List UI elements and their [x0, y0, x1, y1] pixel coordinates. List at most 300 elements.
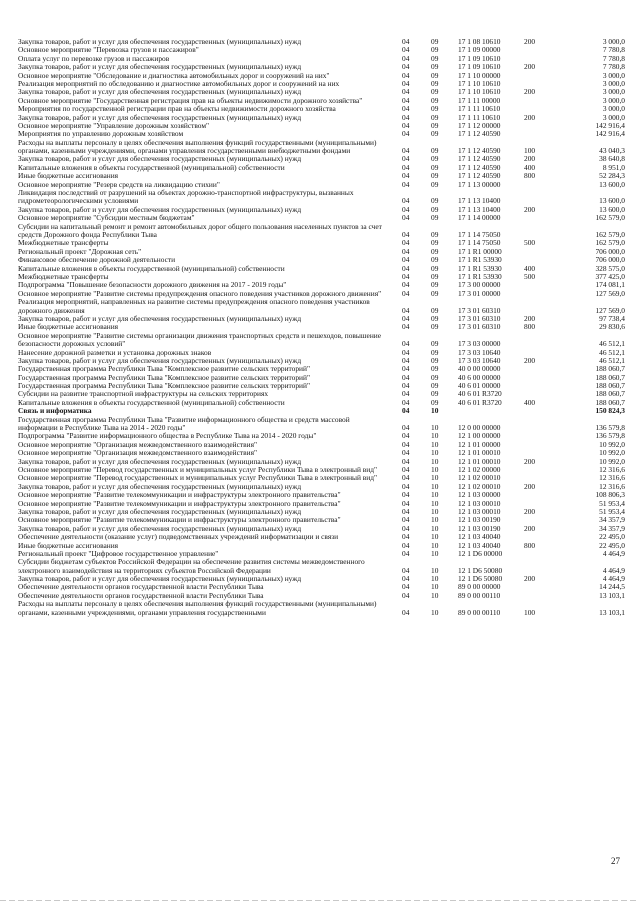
row-target-article: 17 1 12 40590 [458, 171, 501, 181]
row-subsection-code: 10 [431, 456, 439, 466]
row-subsection-code: 09 [431, 204, 439, 214]
row-subsection-code: 10 [431, 498, 439, 508]
row-amount: 7 780,8 [602, 62, 625, 72]
row-section-code: 04 [402, 423, 410, 433]
row-target-article: 17 1 12 00000 [458, 120, 501, 130]
row-target-article: 17 1 12 40590 [458, 162, 501, 172]
row-section-code: 04 [402, 565, 410, 575]
row-name: Капитальные вложения в объекты государственной (муниципальной) собственности [18, 397, 285, 407]
row-section-code: 04 [402, 204, 410, 214]
row-section-code: 04 [402, 45, 410, 55]
row-name: Основное мероприятие "Организация межведомственного взаимодействия" [18, 439, 258, 449]
row-amount: 38 640,8 [599, 154, 625, 164]
row-name: Реализация мероприятий, направленных на развитие системы предупреждения опасного поведения участников дорожного движения [18, 297, 370, 315]
row-subsection-code: 10 [431, 532, 439, 542]
row-subsection-code: 09 [431, 238, 439, 248]
row-name: Закупка товаров, работ и услуг для обеспечения государственных (муниципальных) нужд [18, 523, 302, 533]
row-amount: 3 000,0 [602, 87, 625, 97]
row-target-article: 17 1 13 10400 [458, 196, 501, 206]
row-section-code: 04 [402, 490, 410, 500]
row-target-article: 17 1 11 10610 [458, 112, 501, 122]
row-target-article: 17 1 12 40590 [458, 129, 501, 139]
row-subsection-code: 10 [431, 574, 439, 584]
row-name: Основное мероприятие "Развитие телекоммуникации и инфраструктуры электронного правительства" [18, 490, 341, 500]
row-name: Закупка товаров, работ и услуг для обеспечения государственных (муниципальных) нужд [18, 313, 302, 323]
row-name: Закупка товаров, работ и услуг для обеспечения государственных (муниципальных) нужд [18, 36, 302, 46]
row-name: Закупка товаров, работ и услуг для обеспечения государственных (муниципальных) нужд [18, 112, 302, 122]
row-section-code: 04 [402, 171, 410, 181]
row-amount: 14 244,5 [599, 582, 625, 592]
row-section-code: 04 [402, 146, 410, 156]
row-expense-type: 100 [524, 607, 536, 617]
row-name: Нанесение дорожной разметки и установка дорожных знаков [18, 347, 212, 357]
row-subsection-code: 10 [431, 431, 439, 441]
row-name: Ликвидация последствий от разрушений на объектах дорожно-транспортной инфраструктуры, вызванных гидрометеорологическими условиями [18, 188, 354, 206]
row-amount: 4 464,9 [602, 574, 625, 584]
row-name: Основное мероприятие "Перевозка грузов и пассажиров" [18, 45, 199, 55]
page-bottom-edge [0, 900, 639, 901]
row-name: Оплата услуг по перевозке грузов и пассажиров [18, 53, 170, 63]
row-expense-type: 100 [524, 146, 536, 156]
row-target-article: 12 1 D6 50080 [458, 574, 503, 584]
row-target-article: 40 6 01 R3720 [458, 397, 502, 407]
row-subsection-code: 09 [431, 255, 439, 265]
row-subsection-code: 09 [431, 397, 439, 407]
row-subsection-code: 09 [431, 339, 439, 349]
row-subsection-code: 10 [431, 473, 439, 483]
row-amount: 142 916,4 [595, 129, 625, 139]
row-target-article: 17 3 01 60310 [458, 322, 501, 332]
row-section-code: 04 [402, 381, 410, 391]
row-amount: 188 060,7 [595, 364, 625, 374]
row-section-code: 04 [402, 607, 410, 617]
row-section-code: 04 [402, 62, 410, 72]
row-subsection-code: 10 [431, 448, 439, 458]
row-section-code: 04 [402, 431, 410, 441]
row-expense-type: 200 [524, 204, 536, 214]
row-target-article: 17 1 09 10610 [458, 53, 501, 63]
row-section-code: 04 [402, 355, 410, 365]
row-expense-type: 400 [524, 397, 536, 407]
row-expense-type: 200 [524, 62, 536, 72]
row-name: Основное мероприятие "Развитие системы организации движения транспортных средств и пешеходов, повышение безопасности дорожных условий" [18, 330, 382, 349]
row-subsection-code: 10 [431, 523, 439, 533]
row-amount: 136 579,8 [595, 431, 625, 441]
row-amount: 13 103,1 [599, 590, 625, 600]
row-subsection-code: 09 [431, 95, 439, 105]
row-subsection-code: 09 [431, 53, 439, 63]
row-subsection-code: 09 [431, 213, 439, 223]
row-name: Региональный проект "Дорожная сеть" [18, 246, 142, 256]
row-target-article: 12 1 00 00000 [458, 431, 501, 441]
table-row [0, 139, 639, 156]
row-name: Закупка товаров, работ и услуг для обеспечения государственных (муниципальных) нужд [18, 204, 302, 214]
row-subsection-code: 10 [431, 582, 439, 592]
row-name: Основное мероприятие "Субсидии местным бюджетам" [18, 213, 195, 223]
row-amount: 43 040,3 [599, 146, 625, 156]
row-amount: 4 464,9 [602, 548, 625, 558]
row-target-article: 17 1 R1 53930 [458, 271, 502, 281]
row-target-article: 12 1 03 40040 [458, 540, 501, 550]
row-subsection-code: 09 [431, 355, 439, 365]
row-name: Государственная программа Республики Тыва "Комплексное развитие сельских территорий" [18, 372, 310, 382]
row-section-code: 04 [402, 397, 410, 407]
row-target-article: 17 1 10 00000 [458, 70, 501, 80]
row-subsection-code: 09 [431, 372, 439, 382]
row-section-code: 04 [402, 179, 410, 189]
row-target-article: 17 1 11 00000 [458, 95, 501, 105]
row-amount: 46 512,1 [599, 355, 625, 365]
row-expense-type: 800 [524, 322, 536, 332]
row-name: Закупка товаров, работ и услуг для обеспечения государственных (муниципальных) нужд [18, 355, 302, 365]
row-amount: 7 780,8 [602, 53, 625, 63]
page-number: 27 [611, 856, 620, 866]
row-name: Государственная программа Республики Тыва "Комплексное развитие сельских территорий" [18, 364, 310, 374]
row-name: Региональный проект "Цифровое государственное управление" [18, 548, 219, 558]
row-section-code: 04 [402, 129, 410, 139]
row-expense-type: 200 [524, 481, 536, 491]
row-subsection-code: 09 [431, 112, 439, 122]
row-name: Основное мероприятие "Государственная регистрация прав на объекты недвижимости дорожного хозяйства" [18, 95, 363, 105]
row-amount: 46 512,1 [599, 347, 625, 357]
row-name: Капитальные вложения в объекты государственной (муниципальной) собственности [18, 263, 285, 273]
row-section-code: 04 [402, 288, 410, 298]
row-subsection-code: 09 [431, 36, 439, 46]
row-subsection-code: 09 [431, 78, 439, 88]
row-name: Государственная программа Республики Тыва "Комплексное развитие сельских территорий" [18, 381, 310, 391]
row-amount: 136 579,8 [595, 423, 625, 433]
row-name: Субсидии на капитальный ремонт и ремонт автомобильных дорог общего пользования населенных пунктов за счет средств Дорожного фонда Республики Тыва [18, 221, 382, 240]
row-name: Государственная программа Республики Тыва "Развитие информационного общества и средств массовой информации в Республике Тыва на 2014 - 2020 годы" [18, 414, 350, 433]
row-target-article: 40 6 01 00000 [458, 381, 501, 391]
row-subsection-code: 09 [431, 347, 439, 357]
row-expense-type: 800 [524, 540, 536, 550]
row-amount: 13 600,0 [599, 204, 625, 214]
row-subsection-code: 10 [431, 607, 439, 617]
row-amount: 10 992,0 [599, 448, 625, 458]
row-amount: 127 569,0 [595, 288, 625, 298]
row-amount: 174 081,1 [595, 280, 625, 290]
row-target-article: 12 1 03 00010 [458, 506, 501, 516]
row-expense-type: 200 [524, 112, 536, 122]
row-subsection-code: 10 [431, 490, 439, 500]
row-section-code: 04 [402, 112, 410, 122]
row-amount: 108 806,3 [595, 490, 625, 500]
row-section-code: 04 [402, 305, 410, 315]
row-amount: 10 992,0 [599, 439, 625, 449]
row-section-code: 04 [402, 36, 410, 46]
row-subsection-code: 09 [431, 162, 439, 172]
row-expense-type: 200 [524, 36, 536, 46]
row-name: Закупка товаров, работ и услуг для обеспечения государственных (муниципальных) нужд [18, 481, 302, 491]
row-section-code: 04 [402, 313, 410, 323]
row-section-code: 04 [402, 95, 410, 105]
row-amount: 12 316,6 [599, 473, 625, 483]
row-expense-type: 200 [524, 355, 536, 365]
row-target-article: 17 1 R1 00000 [458, 246, 502, 256]
row-section-code: 04 [402, 456, 410, 466]
row-expense-type: 200 [524, 313, 536, 323]
table-row [0, 189, 639, 206]
row-target-article: 12 1 01 00010 [458, 456, 501, 466]
row-amount: 13 103,1 [599, 607, 625, 617]
row-section-code: 04 [402, 263, 410, 273]
row-section-code: 04 [402, 78, 410, 88]
row-target-article: 12 1 02 00000 [458, 465, 501, 474]
row-subsection-code: 09 [431, 154, 439, 164]
row-subsection-code: 10 [431, 565, 439, 575]
row-amount: 188 060,7 [595, 381, 625, 391]
row-section-code: 04 [402, 162, 410, 172]
row-target-article: 17 1 R1 53930 [458, 255, 502, 265]
row-expense-type: 500 [524, 238, 536, 248]
row-target-article: 12 0 00 00000 [458, 423, 501, 433]
row-amount: 29 830,6 [599, 322, 625, 332]
row-target-article: 89 0 00 00110 [458, 607, 501, 617]
row-section-code: 04 [402, 548, 410, 558]
row-subsection-code: 09 [431, 104, 439, 114]
row-subsection-code: 09 [431, 179, 439, 189]
row-target-article: 17 1 13 10400 [458, 204, 501, 214]
row-name: Иные бюджетные ассигнования [18, 322, 119, 332]
row-subsection-code: 09 [431, 70, 439, 80]
row-amount: 3 000,0 [602, 78, 625, 88]
row-section-code: 04 [402, 465, 410, 474]
row-name: Мероприятия по государственной регистрации прав на объекты недвижимости дорожного хозяйства [18, 104, 336, 114]
table-row [0, 332, 639, 349]
row-amount: 12 316,6 [599, 465, 625, 474]
row-name: Мероприятия по управлению дорожным хозяйством [18, 129, 184, 139]
row-name: Финансовое обеспечение дорожной деятельности [18, 255, 176, 265]
budget-table [0, 38, 639, 617]
row-section-code: 04 [402, 280, 410, 290]
row-target-article: 17 1 08 10610 [458, 36, 501, 46]
row-section-code: 04 [402, 481, 410, 491]
row-subsection-code: 09 [431, 171, 439, 181]
row-name: Реализация мероприятий по обследованию и диагностике автомобильных дорог и сооружений на них [18, 78, 340, 88]
table-row [0, 399, 639, 407]
row-subsection-code: 09 [431, 288, 439, 298]
row-target-article: 12 1 02 00010 [458, 473, 501, 483]
row-section-code: 04 [402, 196, 410, 206]
row-subsection-code: 09 [431, 146, 439, 156]
row-subsection-code: 10 [431, 465, 439, 474]
row-name: Закупка товаров, работ и услуг для обеспечения государственных (муниципальных) нужд [18, 87, 302, 97]
row-expense-type: 800 [524, 171, 536, 181]
row-expense-type: 200 [524, 506, 536, 516]
row-section-code: 04 [402, 339, 410, 349]
row-name: Расходы на выплаты персоналу в целях обеспечения выполнения функций государственными (муниципальными) органами, казенными учреждениями, органами управления государственными [18, 599, 377, 617]
row-section-code: 04 [402, 582, 410, 592]
row-amount: 142 916,4 [595, 120, 625, 130]
table-row [0, 600, 639, 617]
row-target-article: 12 1 03 00190 [458, 515, 501, 525]
row-expense-type: 200 [524, 523, 536, 533]
row-subsection-code: 09 [431, 271, 439, 281]
row-amount: 328 575,0 [595, 263, 625, 273]
row-target-article: 40 6 00 00000 [458, 372, 501, 382]
row-amount: 150 824,3 [595, 406, 625, 416]
row-amount: 7 780,8 [602, 45, 625, 55]
row-section-code: 04 [402, 70, 410, 80]
row-subsection-code: 09 [431, 246, 439, 256]
row-target-article: 17 3 03 10640 [458, 347, 501, 357]
row-target-article: 17 1 14 75050 [458, 230, 501, 240]
row-target-article: 17 1 10 10610 [458, 87, 501, 97]
row-section-code: 04 [402, 574, 410, 584]
row-name: Связь и информатика [18, 406, 92, 416]
row-name: Закупка товаров, работ и услуг для обеспечения государственных (муниципальных) нужд [18, 62, 302, 72]
row-target-article: 40 6 01 R3720 [458, 389, 502, 399]
row-target-article: 89 0 00 00000 [458, 582, 501, 592]
row-target-article: 17 1 09 10610 [458, 62, 501, 72]
row-amount: 34 357,9 [599, 515, 625, 525]
row-expense-type: 500 [524, 271, 536, 281]
row-section-code: 04 [402, 540, 410, 550]
row-target-article: 17 3 01 60310 [458, 313, 501, 323]
row-name: Основное мероприятие "Развитие телекоммуникации и инфраструктуры электронного правительства" [18, 498, 341, 508]
row-subsection-code: 09 [431, 129, 439, 139]
row-amount: 12 316,6 [599, 481, 625, 491]
row-name: Межбюджетные трансферты [18, 238, 109, 248]
row-amount: 13 600,0 [599, 179, 625, 189]
row-amount: 3 000,0 [602, 70, 625, 80]
row-amount: 51 953,4 [599, 498, 625, 508]
row-expense-type: 200 [524, 574, 536, 584]
row-subsection-code: 09 [431, 263, 439, 273]
row-section-code: 04 [402, 246, 410, 256]
row-section-code: 04 [402, 347, 410, 357]
row-amount: 188 060,7 [595, 372, 625, 382]
row-name: Основное мероприятие "Развитие телекоммуникации и инфраструктуры электронного правительства" [18, 515, 341, 525]
row-section-code: 04 [402, 506, 410, 516]
row-subsection-code: 09 [431, 87, 439, 97]
row-amount: 127 569,0 [595, 305, 625, 315]
row-amount: 3 000,0 [602, 36, 625, 46]
row-section-code: 04 [402, 590, 410, 600]
row-name: Закупка товаров, работ и услуг для обеспечения государственных (муниципальных) нужд [18, 154, 302, 164]
row-section-code: 04 [402, 213, 410, 223]
row-target-article: 17 1 12 40590 [458, 146, 501, 156]
row-name: Субсидии бюджетам субъектов Российской Федерации на обеспечение развития системы межведомственного электронного взаимодействия на территориях субъектов Российской Федерации [18, 557, 365, 575]
row-target-article: 17 3 01 00000 [458, 288, 501, 298]
table-row [0, 558, 639, 575]
row-section-code: 04 [402, 322, 410, 332]
row-expense-type: 400 [524, 162, 536, 172]
row-subsection-code: 10 [431, 481, 439, 491]
row-target-article: 17 1 13 00000 [458, 179, 501, 189]
row-target-article: 12 1 01 00000 [458, 439, 501, 449]
row-section-code: 04 [402, 154, 410, 164]
row-subsection-code: 10 [431, 439, 439, 449]
row-amount: 162 579,0 [595, 213, 625, 223]
row-expense-type: 200 [524, 87, 536, 97]
row-subsection-code: 10 [431, 515, 439, 525]
row-name: Основное мероприятие "Резерв средств на ликвидацию стихии" [18, 179, 220, 189]
row-amount: 10 992,0 [599, 456, 625, 466]
row-subsection-code: 09 [431, 364, 439, 374]
row-section-code: 04 [402, 271, 410, 281]
row-target-article: 17 1 14 75050 [458, 238, 501, 248]
table-row [0, 416, 639, 433]
row-section-code: 04 [402, 498, 410, 508]
row-subsection-code: 09 [431, 322, 439, 332]
row-subsection-code: 09 [431, 230, 439, 240]
row-target-article: 89 0 00 00110 [458, 590, 501, 600]
row-expense-type: 200 [524, 154, 536, 164]
row-subsection-code: 10 [431, 540, 439, 550]
row-amount: 46 512,1 [599, 339, 625, 349]
row-target-article: 17 1 11 10610 [458, 104, 501, 114]
row-target-article: 12 1 03 00000 [458, 490, 501, 500]
row-name: Обеспечение деятельности органов государственной власти Республики Тыва [18, 590, 264, 600]
row-target-article: 17 3 03 00000 [458, 339, 501, 349]
row-target-article: 17 1 09 00000 [458, 45, 501, 55]
row-target-article: 12 1 02 00010 [458, 481, 501, 491]
row-amount: 13 600,0 [599, 196, 625, 206]
row-section-code: 04 [402, 515, 410, 525]
row-section-code: 04 [402, 523, 410, 533]
row-target-article: 12 1 03 00010 [458, 498, 501, 508]
row-target-article: 12 1 D6 00000 [458, 548, 503, 558]
row-section-code: 04 [402, 372, 410, 382]
row-target-article: 17 3 00 00000 [458, 280, 501, 290]
row-section-code: 04 [402, 389, 410, 399]
row-amount: 4 464,9 [602, 565, 625, 575]
row-amount: 3 000,0 [602, 95, 625, 105]
row-target-article: 17 1 12 40590 [458, 154, 501, 164]
row-section-code: 04 [402, 87, 410, 97]
row-amount: 162 579,0 [595, 230, 625, 240]
row-target-article: 17 3 01 60310 [458, 305, 501, 315]
row-amount: 377 425,0 [595, 271, 625, 281]
row-section-code: 04 [402, 230, 410, 240]
row-name: Основное мероприятие "Развитие системы предупреждения опасного поведения участников дорожного движения" [18, 288, 382, 298]
row-amount: 52 284,3 [599, 171, 625, 181]
row-expense-type: 400 [524, 263, 536, 273]
row-amount: 188 060,7 [595, 397, 625, 407]
row-name: Основное мероприятие "Перевод государственных и муниципальных услуг Республики Тыва в электронный вид" [18, 473, 378, 483]
row-target-article: 17 1 R1 53930 [458, 263, 502, 273]
row-amount: 8 951,0 [602, 162, 625, 172]
row-amount: 706 000,0 [595, 246, 625, 256]
row-amount: 3 000,0 [602, 104, 625, 114]
row-name: Основное мероприятие "Организация межведомственного взаимодействия" [18, 448, 258, 458]
row-section-code: 04 [402, 53, 410, 63]
row-section-code: 04 [402, 238, 410, 248]
row-name: Иные бюджетные ассигнования [18, 540, 119, 550]
row-amount: 3 000,0 [602, 112, 625, 122]
row-name: Подпрограмма "Развитие информационного общества в Республике Тыва на 2014 - 2020 годы" [18, 431, 317, 441]
row-section-code: 04 [402, 104, 410, 114]
row-subsection-code: 09 [431, 45, 439, 55]
row-subsection-code: 09 [431, 280, 439, 290]
row-section-code: 04 [402, 120, 410, 130]
row-subsection-code: 09 [431, 305, 439, 315]
row-target-article: 40 0 00 00000 [458, 364, 501, 374]
row-name: Основное мероприятие "Обследование и диагностика автомобильных дорог и сооружений на них" [18, 70, 330, 80]
row-subsection-code: 09 [431, 62, 439, 72]
row-subsection-code: 10 [431, 423, 439, 433]
row-amount: 162 579,0 [595, 238, 625, 248]
row-section-code: 04 [402, 448, 410, 458]
row-subsection-code: 09 [431, 120, 439, 130]
row-subsection-code: 10 [431, 590, 439, 600]
row-section-code: 04 [402, 255, 410, 265]
row-name: Основное мероприятие "Перевод государственных и муниципальных услуг Республики Тыва в электронный вид" [18, 465, 378, 474]
row-section-code: 04 [402, 473, 410, 483]
row-amount: 34 357,9 [599, 523, 625, 533]
